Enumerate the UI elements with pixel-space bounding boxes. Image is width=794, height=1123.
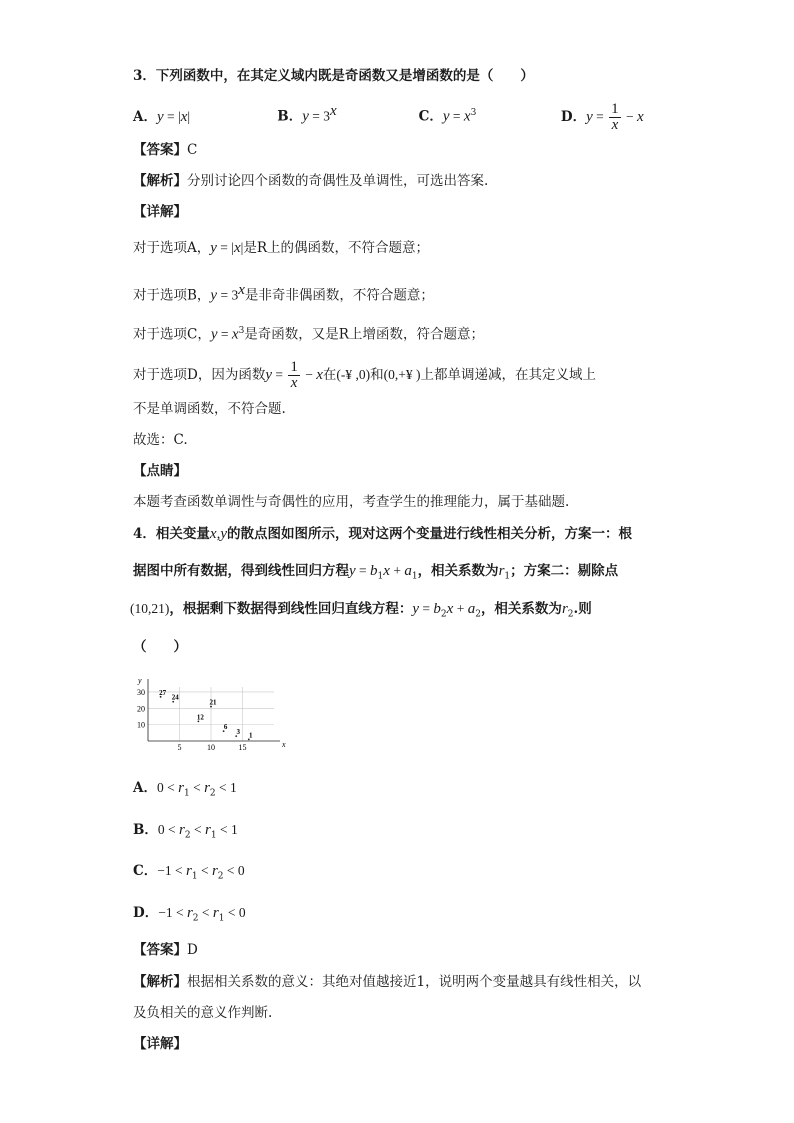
q4-stem-paren: （ ） — [133, 639, 187, 655]
q3-conclusion: 故选：C. — [133, 432, 188, 448]
stem-vars: x,y — [209, 526, 227, 542]
y-tick-label: 10 — [137, 720, 145, 730]
q3-answer — [133, 140, 197, 160]
answer-tag: 【答案】 — [133, 942, 187, 958]
data-label: 27 — [159, 688, 167, 697]
option-label: B． — [133, 822, 158, 838]
data-label: 12 — [196, 713, 204, 722]
q3-detail-d-line2: 不是单调函数，不符合题. — [133, 401, 286, 417]
chart-grid — [148, 687, 274, 741]
stem-text: ，相关系数为 — [480, 601, 562, 617]
stem-point: (10,21) — [130, 601, 170, 616]
detail-text: 对于选项A， — [133, 240, 211, 256]
x-tick-label: 15 — [238, 743, 247, 752]
option-label: B． — [277, 108, 303, 125]
q4-analysis-line2: 及负相关的意义作判断. — [133, 1005, 273, 1021]
data-label: 24 — [171, 693, 179, 702]
analysis-text: 根据相关系数的意义：其绝对值越接近1，说明两个变量越具有线性相关，以 — [187, 974, 642, 990]
q4-stem-line2: 据图中所有数据，得到线性回归方程$y = b_1x + a_1$，相关系数为$r_1$；方案二：剔除点 — [133, 563, 619, 582]
x-tick-label: 10 — [207, 743, 215, 752]
detail-text: 对于选项B， — [133, 287, 211, 304]
q4-option-a: A．$0 < r_1 < r_2 < 1$ — [133, 780, 237, 799]
option-label: C． — [133, 863, 158, 879]
q4-detail-tag: 【详解】 — [133, 1036, 187, 1052]
data-label: 1 — [249, 731, 253, 740]
stem-text: 的散点图如图所示，现对这两个变量进行线性相关分析，方案一：根 — [226, 526, 632, 542]
chart-axes — [137, 676, 286, 749]
detail-text: 和 — [370, 367, 384, 383]
q3-option-a: A．y = |x| — [133, 108, 191, 125]
detail-text: 上都单调递减，在其定义域上 — [420, 367, 597, 383]
stem-text: 据图中所有数据，得到线性回归方程 — [133, 563, 349, 579]
option-label: D． — [560, 108, 587, 125]
q3-detail-b: 对于选项B，$y = 3^x$是非奇非偶函数，不符合题意； — [133, 282, 434, 304]
q3-detail-c: 对于选项C，$y = x^3$是奇函数，又是R上增函数，符合题意； — [133, 326, 484, 343]
analysis-tag: 【解析】 — [133, 173, 187, 189]
q3-option-d: D．y = $\frac{1}{x}$ − x — [560, 100, 644, 133]
stem-text: ，相关系数为 — [417, 563, 499, 579]
interval: (0,+¥ ) — [383, 367, 421, 382]
stem-text: ；方案二：剔除点 — [510, 563, 619, 579]
option-label: A． — [133, 108, 157, 125]
q3-options — [133, 101, 644, 133]
detail-text: 对于选项D，因为函数 — [133, 367, 266, 383]
option-label: A． — [133, 780, 157, 796]
q3-detail-a: 对于选项A，y = |x|是R上的偶函数，不符合题意； — [133, 240, 430, 256]
q4-answer — [133, 940, 198, 960]
stem-text: .则 — [573, 601, 592, 617]
detail-text: 对于选项C， — [133, 326, 211, 343]
q3-comment: 本题考查函数单调性与奇偶性的应用，考查学生的推理能力，属于基础题. — [133, 494, 570, 510]
chart-ticks — [137, 688, 247, 752]
detail-text: 是R上的偶函数，不符合题意； — [243, 240, 430, 256]
q4-stem-line1 — [133, 524, 632, 544]
analysis-text: 分别讨论四个函数的奇偶性及单调性，可选出答案. — [187, 173, 489, 189]
detail-text: 是奇函数，又是R上增函数，符合题意； — [244, 326, 484, 343]
analysis-tag: 【解析】 — [133, 974, 187, 990]
x-axis-label: x — [282, 740, 286, 749]
stem-text: ，根据剩下数据得到线性回归直线方程： — [169, 601, 413, 617]
y-tick-label: 20 — [137, 704, 145, 714]
y-axis-label: y — [138, 676, 142, 685]
q3-comment-tag: 【点睛】 — [133, 463, 187, 479]
option-label: D． — [133, 905, 159, 921]
q3-option-b: B．$y = 3^x$ — [277, 103, 337, 125]
chart-points — [159, 689, 253, 740]
scatter-chart — [128, 674, 288, 754]
q3-detail-tag: 【详解】 — [133, 204, 187, 220]
q4-stem-line3: (10,21)，根据剩下数据得到线性回归直线方程：$y = b_2x + a_2$，相关系数为$r_2$.则 — [130, 601, 592, 620]
q4-analysis-line1 — [133, 972, 641, 992]
q4-option-d: D．$-1 < r_2 < r_1 < 0$ — [133, 905, 246, 924]
q3-detail-d: 对于选项D，因为函数y = $\frac{1}{x}$ − x在(-¥ ,0)和(0,+¥ )上都单调递减，在其定义域上 — [133, 359, 597, 391]
answer-tag: 【答案】 — [133, 142, 187, 158]
data-label: 3 — [236, 728, 240, 737]
q4-option-c: C．$-1 < r_1 < r_2 < 0$ — [133, 863, 245, 882]
y-tick-label: 30 — [137, 687, 145, 697]
q4-option-b: B．$0 < r_2 < r_1 < 1$ — [133, 822, 238, 841]
answer-value: C — [187, 142, 198, 158]
answer-value: D — [187, 942, 198, 958]
detail-text: 是非奇非偶函数，不符合题意； — [244, 287, 434, 304]
q3-stem: 3．下列函数中，在其定义域内既是奇函数又是增函数的是（ ） — [133, 68, 534, 84]
q3-option-c: C．$y = x^3$ — [418, 108, 477, 125]
interval: (-¥ ,0) — [336, 367, 371, 382]
q3-analysis — [133, 171, 488, 191]
option-label: C． — [418, 108, 443, 125]
detail-text: 在 — [322, 367, 337, 383]
x-tick-label: 5 — [177, 743, 182, 752]
stem-text: 4．相关变量 — [133, 526, 210, 542]
data-label: 6 — [223, 723, 228, 732]
data-label: 21 — [209, 698, 217, 707]
